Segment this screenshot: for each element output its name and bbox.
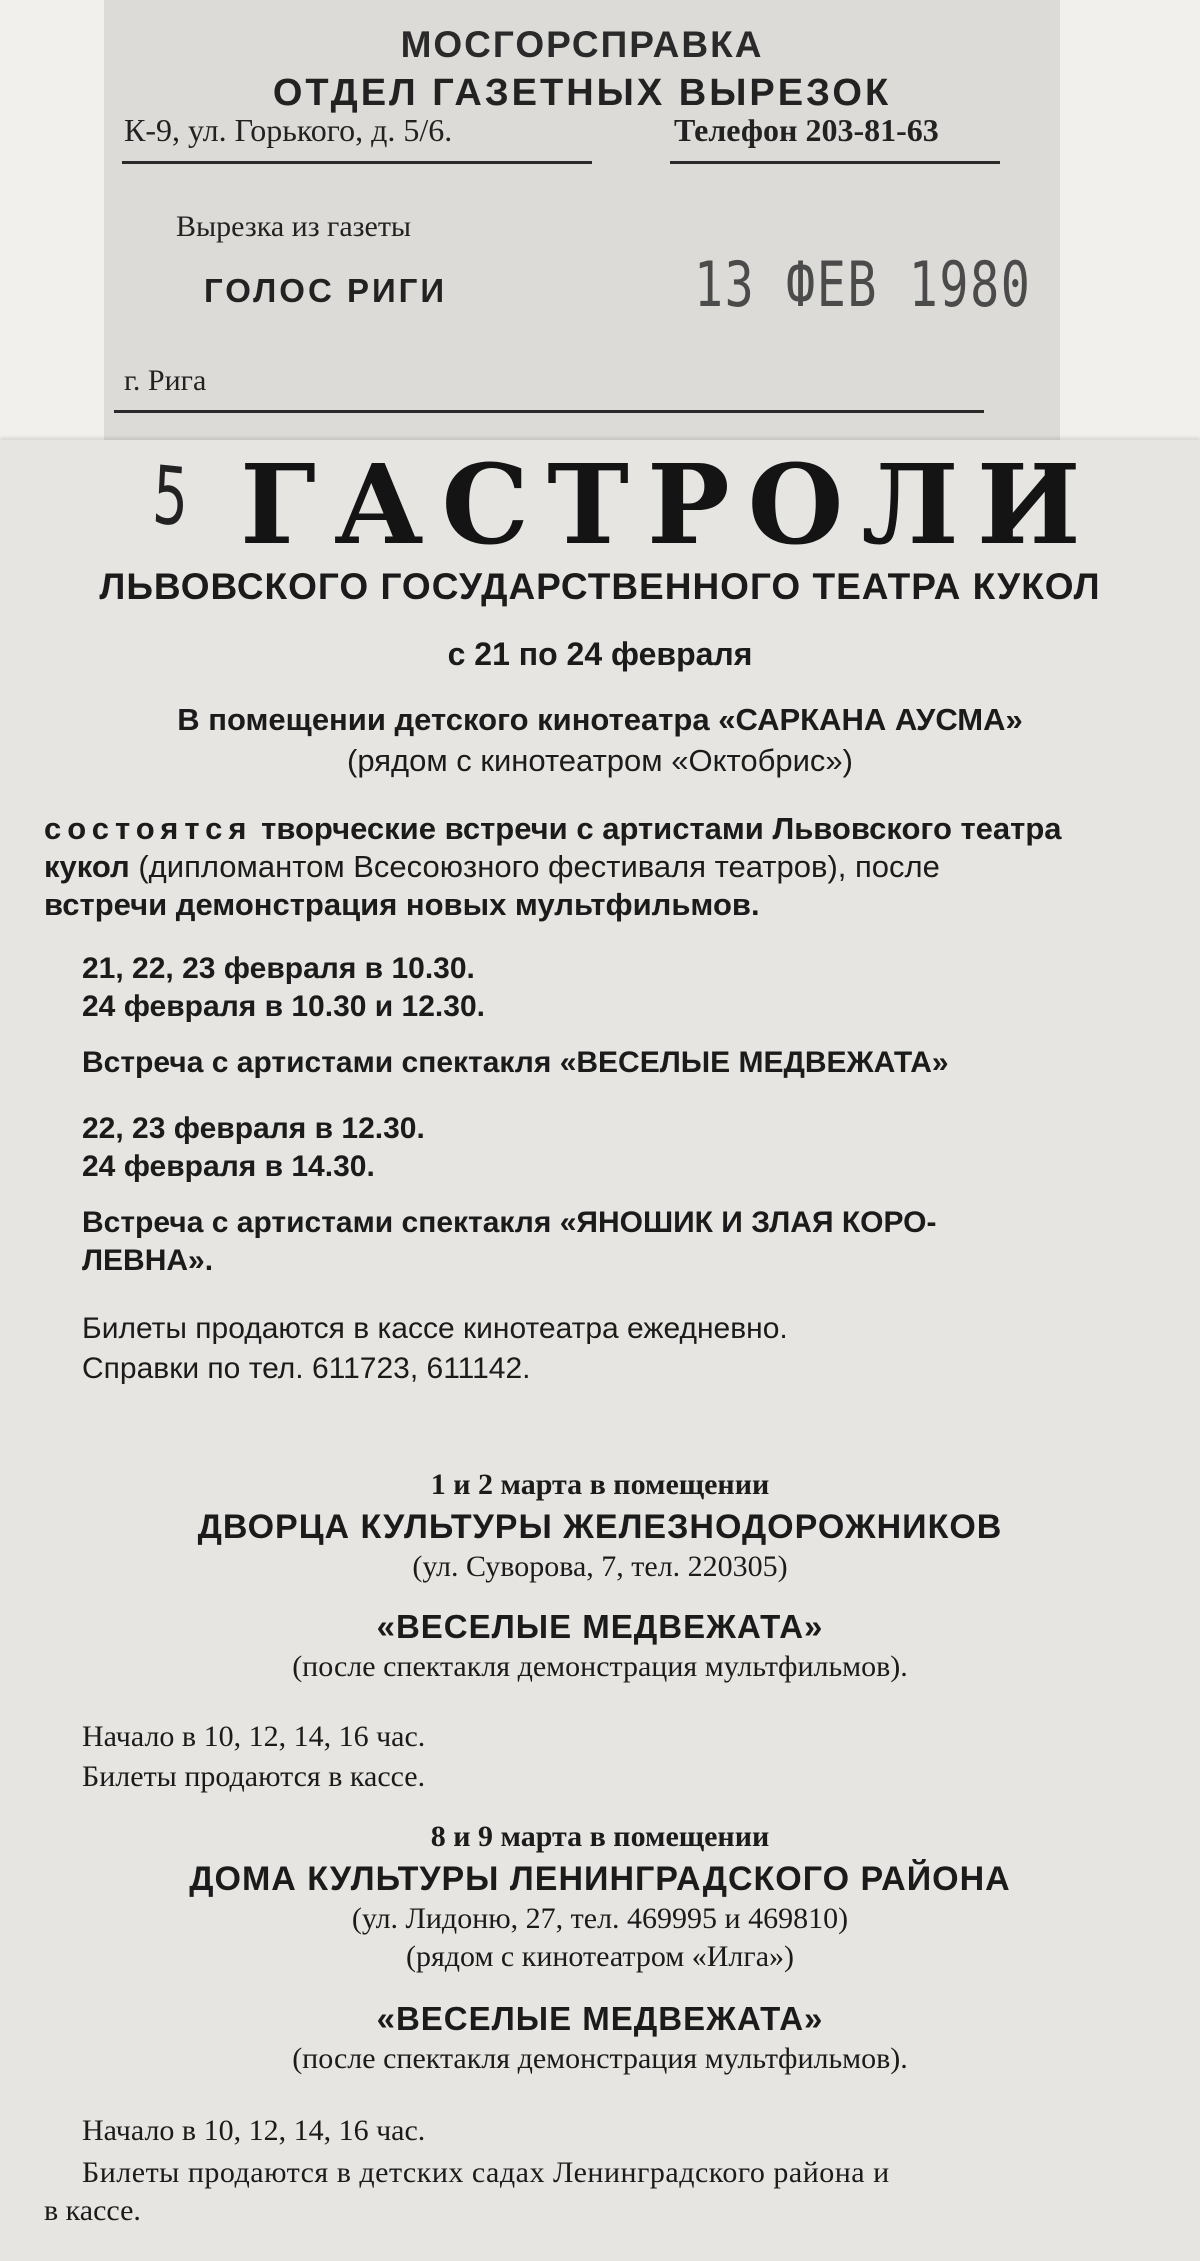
march-1-start: Начало в 10, 12, 14, 16 час.	[82, 1720, 426, 1753]
address-underline	[122, 161, 592, 164]
march-1-address: (ул. Суворова, 7, тел. 220305)	[412, 1550, 788, 1583]
tour-dates: с 21 по 24 февраля	[447, 636, 753, 672]
phone-underline	[670, 161, 1000, 164]
slip-address: К-9, ул. Горького, д. 5/6.	[124, 112, 453, 148]
march-1-venue: ДВОРЦА КУЛЬТУРЫ ЖЕЛЕЗНОДОРОЖНИКОВ	[197, 1508, 1003, 1546]
venue-1-note: (рядом с кинотеатром «Октобрис»)	[347, 743, 853, 778]
show-2-line-1: Встреча с артистами спектакля «ЯНОШИК И ЗЛАЯ КОРО-	[82, 1206, 937, 1239]
article-subtitle: ЛЬВОВСКОГО ГОСУДАРСТВЕННОГО ТЕАТРА КУКОЛ	[99, 566, 1101, 607]
intro-lead-word: состоятся	[44, 811, 253, 846]
march-2-dates: 8 и 9 марта в помещении	[430, 1820, 770, 1853]
march-2-tickets-line-2: в кассе.	[44, 2194, 141, 2227]
slip-phone: Телефон 203-81-63	[674, 112, 939, 148]
schedule-1-line-1: 21, 22, 23 февраля в 10.30.	[82, 952, 475, 985]
clipping-label: Вырезка из газеты	[176, 210, 412, 243]
show-2-line-2: ЛЕВНА».	[82, 1244, 214, 1277]
intro-line-1	[44, 810, 1062, 848]
article-title: ГАСТРОЛИ	[240, 440, 1099, 569]
clipping-service-slip	[104, 0, 1060, 450]
march-2-venue: ДОМА КУЛЬТУРЫ ЛЕНИНГРАДСКОГО РАЙОНА	[189, 1860, 1011, 1898]
intro-line-2-text: (дипломантом Всесоюзного фестиваля театров), после	[138, 849, 940, 884]
intro-line-1-text: творческие встречи с артистами Львовского театра	[261, 811, 1062, 846]
tickets-note-1: Билеты продаются в кассе кинотеатра ежедневно.	[82, 1312, 788, 1345]
march-2-start: Начало в 10, 12, 14, 16 час.	[82, 2114, 426, 2147]
handwritten-number-mark: 5	[150, 448, 191, 545]
march-2-address: (ул. Лидоню, 27, тел. 469995 и 469810)	[351, 1902, 849, 1935]
march-2-note: (после спектакля демонстрация мультфильмов).	[292, 2042, 908, 2075]
slip-bottom-rule	[114, 410, 984, 413]
march-1-show: «ВЕСЕЛЫЕ МЕДВЕЖАТА»	[376, 1608, 824, 1645]
newspaper-name: ГОЛОС РИГИ	[204, 272, 448, 309]
schedule-2-line-1: 22, 23 февраля в 12.30.	[82, 1112, 425, 1145]
department-name: ОТДЕЛ ГАЗЕТНЫХ ВЫРЕЗОК	[272, 72, 892, 114]
march-2-nearby: (рядом с кинотеатром «Илга»)	[405, 1940, 795, 1973]
march-2-show: «ВЕСЕЛЫЕ МЕДВЕЖАТА»	[376, 2000, 824, 2037]
schedule-1-line-2: 24 февраля в 10.30 и 12.30.	[82, 990, 485, 1023]
schedule-2-line-2: 24 февраля в 14.30.	[82, 1150, 375, 1183]
organization-name: МОСГОРСПРАВКА	[400, 24, 764, 65]
march-1-dates: 1 и 2 марта в помещении	[430, 1468, 770, 1501]
newspaper-clipping	[0, 440, 1200, 2261]
show-1: Встреча с артистами спектакля «ВЕСЕЛЫЕ МЕДВЕЖАТА»	[82, 1046, 949, 1079]
date-stamp: 13 ФЕВ 1980	[694, 248, 1032, 321]
march-1-note: (после спектакля демонстрация мультфильмов).	[292, 1650, 908, 1683]
venue-1: В помещении детского кинотеатра «САРКАНА АУСМА»	[177, 702, 1023, 737]
slip-city: г. Рига	[124, 364, 207, 397]
intro-line-2-lead: кукол	[44, 849, 130, 884]
march-2-tickets-line-1: Билеты продаются в детских садах Ленинградского района и	[82, 2156, 890, 2189]
intro-line-2	[44, 848, 940, 886]
intro-line-3: встречи демонстрация новых мультфильмов.	[44, 887, 760, 922]
march-1-tickets: Билеты продаются в кассе.	[82, 1760, 426, 1793]
info-phones: Справки по тел. 611723, 611142.	[82, 1352, 531, 1385]
